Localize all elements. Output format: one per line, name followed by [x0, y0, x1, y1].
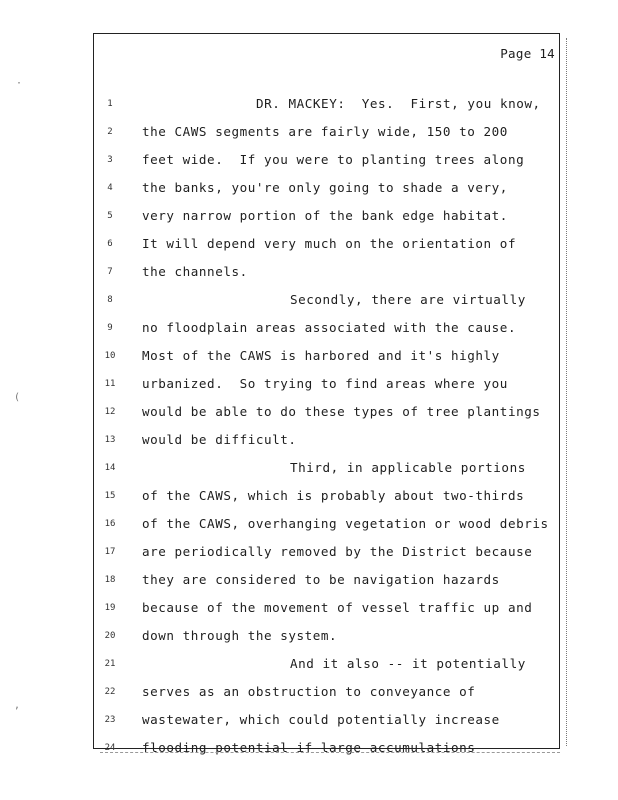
line-number: 2 [107, 127, 113, 137]
scan-bottom-artifact [100, 752, 560, 755]
transcript-line [94, 710, 559, 730]
line-text: the channels. [142, 264, 248, 279]
line-text: DR. MACKEY: Yes. First, you know, [256, 96, 541, 111]
transcript-line [94, 122, 559, 142]
transcript-line [94, 738, 559, 758]
line-number: 4 [107, 183, 113, 193]
line-number: 22 [104, 687, 116, 697]
line-number: 13 [104, 435, 116, 445]
line-text: Most of the CAWS is harbored and it's highly [142, 348, 500, 363]
line-number: 16 [104, 519, 116, 529]
transcript-line [94, 402, 559, 422]
line-number: 10 [104, 351, 116, 361]
line-text: of the CAWS, overhanging vegetation or wood debris [142, 516, 549, 531]
line-text: wastewater, which could potentially increase [142, 712, 500, 727]
transcript-line [94, 346, 559, 366]
line-number: 24 [104, 743, 116, 753]
transcript-line [94, 626, 559, 646]
line-number: 11 [104, 379, 116, 389]
line-text: of the CAWS, which is probably about two-thirds [142, 488, 525, 503]
line-text: Secondly, there are virtually [290, 292, 526, 307]
line-number: 18 [104, 575, 116, 585]
transcript-line [94, 514, 559, 534]
scan-speck: ( [14, 392, 21, 403]
scan-edge-artifact [552, 38, 567, 746]
transcript-line [94, 458, 559, 478]
line-text: are periodically removed by the District because [142, 544, 533, 559]
line-text: the CAWS segments are fairly wide, 150 to 200 [142, 124, 508, 139]
transcript-line [94, 570, 559, 590]
transcript-line [94, 290, 559, 310]
line-number: 12 [104, 407, 116, 417]
scan-speck: , [14, 700, 21, 711]
transcript-line [94, 598, 559, 618]
transcript-line [94, 318, 559, 338]
line-number: 20 [104, 631, 116, 641]
line-number: 14 [104, 463, 116, 473]
transcript-line [94, 542, 559, 562]
transcript-line [94, 654, 559, 674]
line-text: no floodplain areas associated with the cause. [142, 320, 517, 335]
line-number: 5 [107, 211, 113, 221]
line-text: very narrow portion of the bank edge habitat. [142, 208, 508, 223]
transcript-line [94, 374, 559, 394]
line-number: 15 [104, 491, 116, 501]
line-text: And it also -- it potentially [290, 656, 526, 671]
line-text: It will depend very much on the orientation of [142, 236, 517, 251]
line-text: serves as an obstruction to conveyance of [142, 684, 476, 699]
line-text: flooding potential if large accumulations [142, 740, 476, 755]
transcript-line [94, 150, 559, 170]
transcript-line [94, 682, 559, 702]
transcript-line [94, 234, 559, 254]
line-text: would be difficult. [142, 432, 297, 447]
line-text: the banks, you're only going to shade a very, [142, 180, 508, 195]
line-number: 8 [107, 295, 113, 305]
transcript-line [94, 178, 559, 198]
line-text: because of the movement of vessel traffic up and [142, 600, 533, 615]
line-text: down through the system. [142, 628, 338, 643]
line-number: 3 [107, 155, 113, 165]
line-number: 21 [104, 659, 116, 669]
line-text: would be able to do these types of tree plantings [142, 404, 541, 419]
line-number: 9 [107, 323, 113, 333]
line-text: feet wide. If you were to planting trees along [142, 152, 525, 167]
line-text: urbanized. So trying to find areas where you [142, 376, 508, 391]
scan-speck: · [16, 78, 23, 89]
line-number: 17 [104, 547, 116, 557]
transcript-page [93, 33, 560, 755]
line-number: 1 [107, 99, 113, 109]
line-text: Third, in applicable portions [290, 460, 526, 475]
transcript-line [94, 430, 559, 450]
transcript-line [94, 262, 559, 282]
transcript-line [94, 486, 559, 506]
line-number: 6 [107, 239, 113, 249]
line-number: 19 [104, 603, 116, 613]
line-number: 7 [107, 267, 113, 277]
transcript-line [94, 206, 559, 226]
transcript-line [94, 94, 559, 114]
line-text: they are considered to be navigation hazards [142, 572, 500, 587]
page-number: Page 14 [500, 46, 555, 61]
line-number: 23 [104, 715, 116, 725]
